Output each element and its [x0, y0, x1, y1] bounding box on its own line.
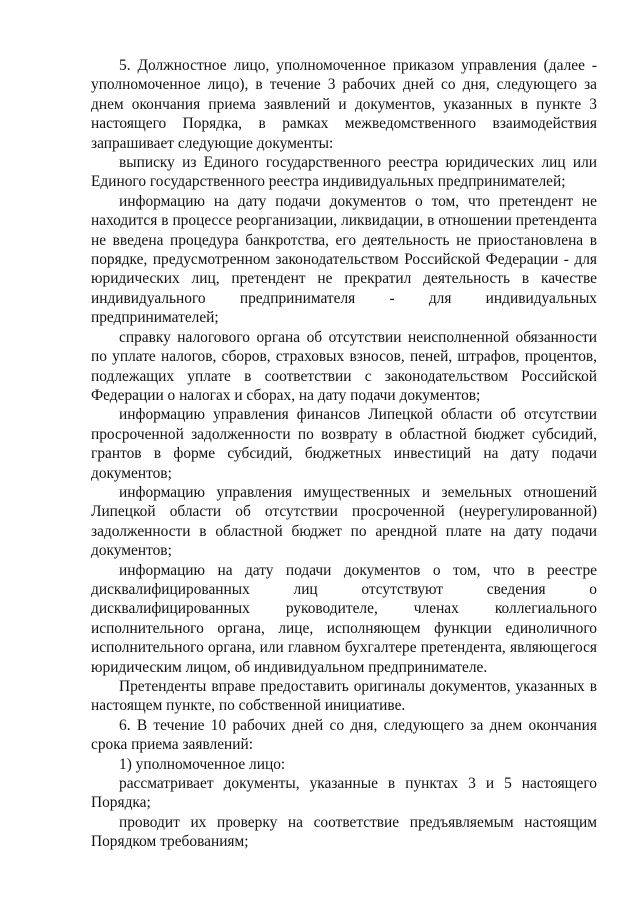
paragraph-property-info: информацию управления имущественных и земельных отношений Липецкой области об отсутствии просроченной (неурегулированной) задолженности в областной бюджет по арендной плате на дату подачи документов; — [91, 483, 597, 560]
paragraph-5-intro: 5. Должностное лицо, уполномоченное приказом управления (далее - уполномоченное лицо), в течение 3 рабочих дней со дня, следующего за днем окончания приема заявлений и документов, указанных в пункте 3 настоящего Порядка, в рамках межведомственного взаимодействия запрашивает следующие документы: — [91, 57, 597, 152]
paragraph-6-intro: 6. В течение 10 рабочих дней со дня, следующего за днем окончания срока приема заявлений: — [91, 716, 597, 754]
paragraph-tax-certificate: справку налогового органа об отсутствии неисполненной обязанности по уплате налогов, сборов, страховых взносов, пеней, штрафов, процентов, подлежащих уплате в соответствии с законодательством Российской Федерации о налогах и сборах, на дату подачи документов; — [91, 328, 597, 404]
paragraph-verify-documents: проводит их проверку на соответствие предъявляемым настоящим Порядком требованиям; — [91, 813, 597, 851]
paragraph-originals-right: Претенденты вправе предоставить оригиналы документов, указанных в настоящем пункте, по собственной инициативе. — [91, 678, 597, 715]
paragraph-review-documents: рассматривает документы, указанные в пунктах 3 и 5 настоящего Порядка; — [91, 775, 597, 812]
paragraph-finance-info: информацию управления финансов Липецкой области об отсутствии просроченной задолженности по возврату в областной бюджет субсидий, грантов в форме субсидий, бюджетных инвестиций на дату подачи документов; — [91, 406, 597, 482]
paragraph-reorganization-info: информацию на дату подачи документов о том, что претендент не находится в процессе реорганизации, ликвидации, в отношении претендента не введена процедура банкротства, его деятельность не приостановлена в порядке, предусмотренном законодательством Российской Федерации - для юридических лиц, претендент не прекратил деятельность в качестве индивидуального предпринимателя - для индивидуальных предпринимателей; — [91, 192, 597, 327]
paragraph-authorized-person: 1) уполномоченное лицо: — [119, 755, 286, 773]
paragraph-egrul-extract: выписку из Единого государственного реестра юридических лиц или Единого государственного реестра индивидуальных предпринимателей; — [91, 154, 597, 191]
paragraph-disqualified-registry: информацию на дату подачи документов о том, что в реестре дисквалифицированных лиц отсутствуют сведения о дисквалифицированных руководителе, членах коллегиального исполнительного органа, лице, исполняющем функции единоличного исполнительного органа, или главном бухгалтере претендента, являющегося юридическим лицом, об индивидуальном предпринимателе. — [91, 561, 597, 676]
